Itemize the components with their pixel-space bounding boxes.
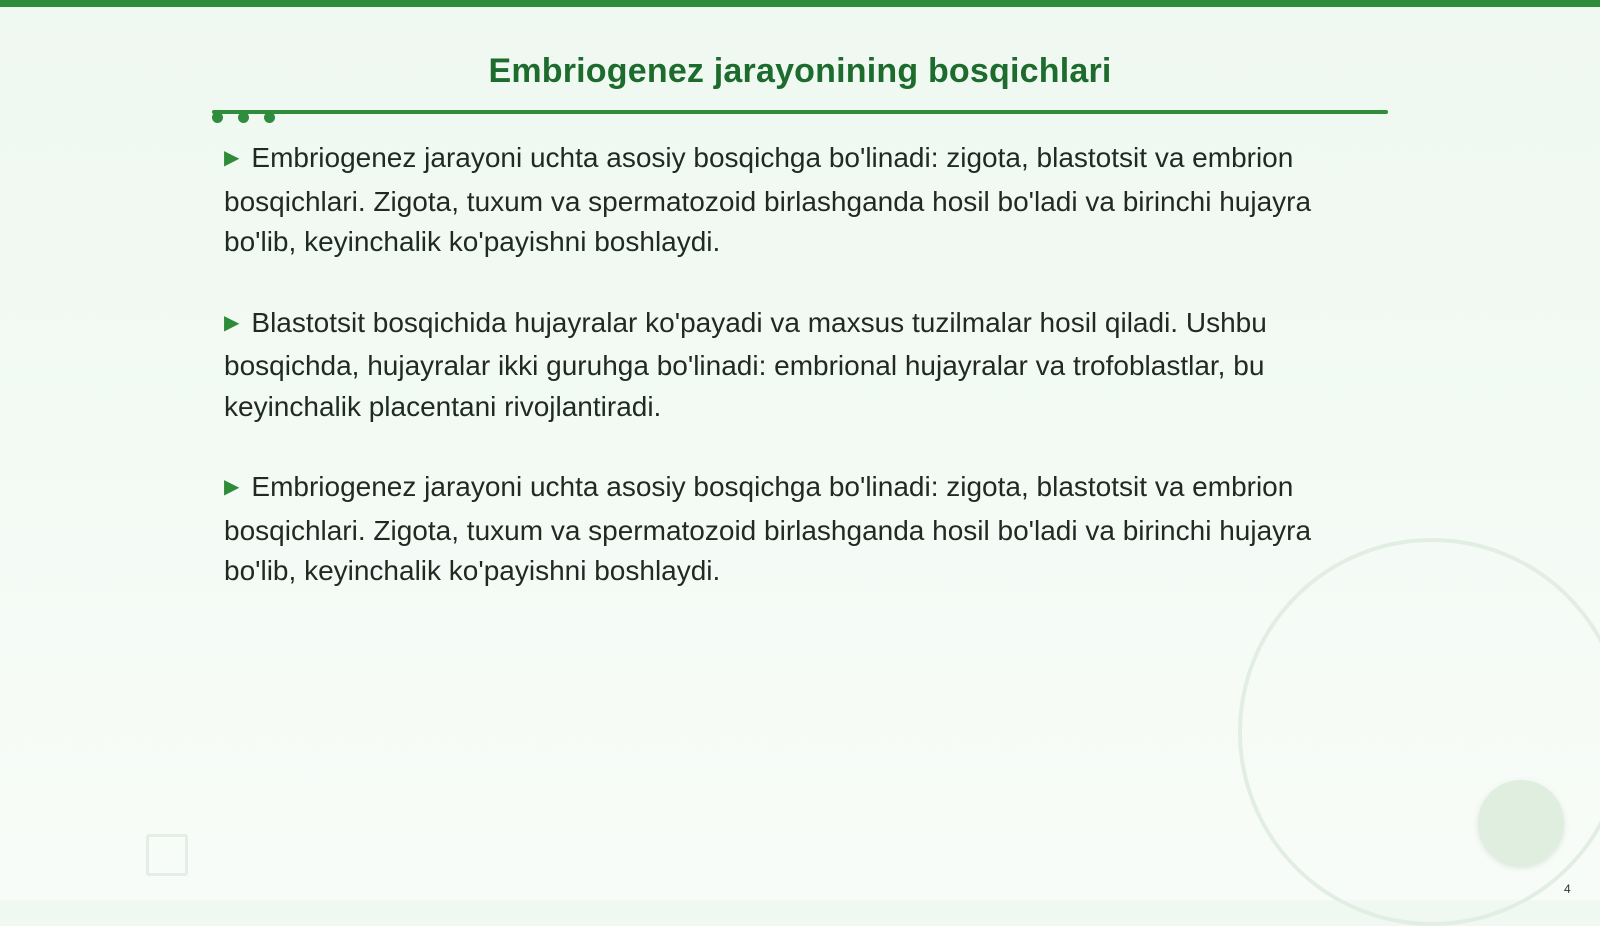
bullet-text: Embriogenez jarayoni uchta asosiy bosqichga bo'linadi: zigota, blastotsit va embrion bosqichlari. Zigota, tuxum va spermatozoid birlashganda hosil bo'ladi va birinchi hujayra bo'lib, keyinchalik ko'payishni boshlaydi.: [224, 142, 1312, 257]
decorative-dot: [212, 112, 223, 123]
bullet-text: Embriogenez jarayoni uchta asosiy bosqichga bo'linadi: zigota, blastotsit va embrion bosqichlari. Zigota, tuxum va spermatozoid birlashganda hosil bo'ladi va birinchi hujayra bo'lib, keyinchalik ko'payishni boshlaydi.: [224, 471, 1312, 586]
decorative-dot: [238, 112, 249, 123]
bullet-list: [224, 138, 1388, 632]
bullet-text: Blastotsit bosqichida hujayralar ko'payadi va maxsus tuzilmalar hosil qiladi. Ushbu bosqichda, hujayralar ikki guruhga bo'linadi: embrional hujayralar va trofoblastlar, bu keyinchalik placentani rivojlantiradi.: [224, 306, 1267, 422]
title-underline: [212, 110, 1388, 114]
triangle-bullet-icon: ▶: [224, 147, 240, 169]
triangle-bullet-icon: ▶: [224, 311, 240, 334]
page-number: 4: [1564, 882, 1571, 896]
decorative-dot: [264, 112, 275, 123]
triangle-bullet-icon: ▶: [224, 476, 240, 498]
decorative-square: [146, 834, 188, 876]
decorative-circle: [1478, 780, 1564, 866]
bullet-item: [224, 138, 1388, 263]
bullet-item: [224, 303, 1388, 428]
slide-title: Embriogenez jarayonining bosqichlari: [488, 52, 1112, 90]
bullet-item: [224, 467, 1388, 592]
decorative-ring: [1238, 538, 1600, 926]
top-accent-bar: [0, 0, 1600, 7]
